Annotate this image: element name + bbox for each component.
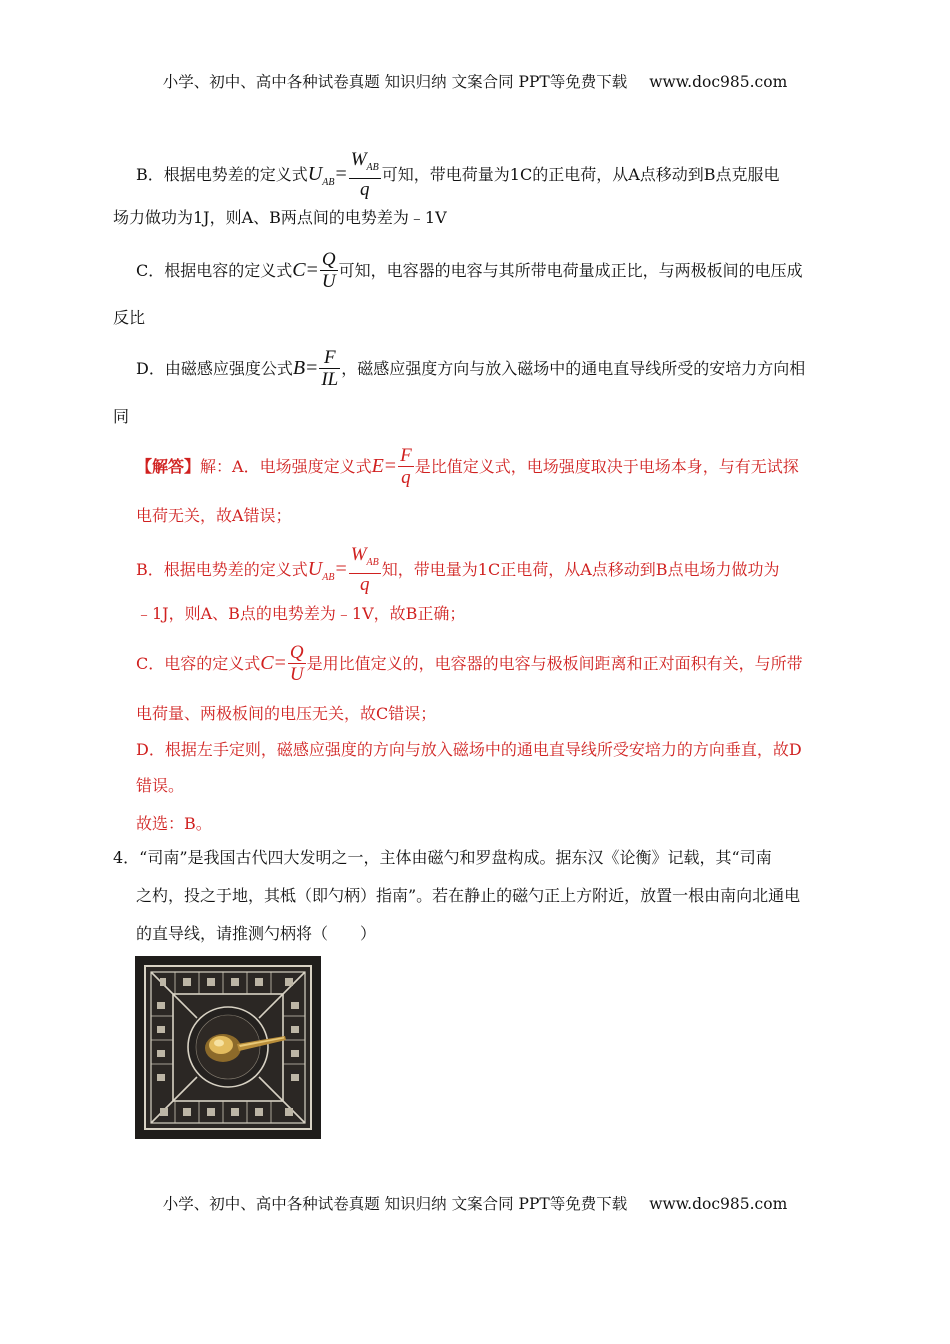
- header-url[interactable]: www.doc985.com: [649, 73, 788, 91]
- question4-line3: 的直导线，请推测勺柄将（ ）: [136, 924, 377, 943]
- option-b-line1: B．根据电势差的定义式$U_{AB}=$ $\frac{W_{AB}}{q}$ 可知，带电荷量为1C的正电荷，从A点移动到B点克服电: [136, 149, 780, 200]
- option-b-line2: 场力做功为1J，则A、B两点间的电势差为﹣1V: [113, 208, 447, 227]
- answer-d-line2: 错误。: [136, 776, 185, 795]
- answer-b-line1: B．根据电势差的定义式$U_{AB}=$ $\frac{W_{AB}}{q}$ 知，带电量为1C正电荷，从A点移动到B点电场力做功为: [136, 544, 780, 595]
- option-c-line2: 反比: [113, 308, 146, 327]
- fraction-q-over-u: $\frac{Q}{U}$: [321, 249, 336, 292]
- question4-line2: 之杓，投之于地，其柢（即勺柄）指南”。若在静止的磁勺正上方附近，放置一根由南向北通电: [136, 886, 801, 905]
- answer-b-line2: ﹣1J，则A、B点的电势差为﹣1V，故B正确；: [136, 604, 466, 623]
- answer-c-line2: 电荷量、两极板间的电压无关，故C错误；: [136, 704, 437, 723]
- answer-d-line1: D．根据左手定则，磁感应强度的方向与放入磁场中的通电直导线所受安培力的方向垂直，故D: [136, 740, 802, 759]
- fraction-w-over-q-answer: $\frac{W_{AB}}{q}$: [350, 544, 379, 595]
- answer-label: 【解答】: [136, 457, 201, 476]
- option-d-line1: D．由磁感应强度公式B= $\frac{F}{IL}$ ，磁感应强度方向与放入磁场中的通电直导线所受的安培力方向相: [136, 347, 806, 390]
- answer-a-line1: 【解答】解：A．电场强度定义式E= $\frac{F}{q}$ 是比值定义式，电场强度取决于电场本身，与有无试探: [136, 445, 799, 488]
- answer-a-line2: 电荷无关，故A错误；: [136, 506, 292, 525]
- fraction-q-over-u-answer: $\frac{Q}{U}$: [289, 642, 304, 685]
- compass-illustration: [135, 956, 321, 1139]
- option-d-line2: 同: [113, 407, 130, 426]
- page-header: [0, 70, 950, 92]
- footer-url[interactable]: www.doc985.com: [649, 1195, 788, 1213]
- page-footer: [0, 1192, 950, 1214]
- header-text: 小学、初中、高中各种试卷真题 知识归纳 文案合同 PPT等免费下载: [162, 73, 628, 91]
- footer-text: 小学、初中、高中各种试卷真题 知识归纳 文案合同 PPT等免费下载: [162, 1195, 628, 1213]
- answer-c-line1: C．电容的定义式C= $\frac{Q}{U}$ 是用比值定义的，电容器的电容与极板间距离和正对面积有关，与所带: [136, 642, 803, 685]
- fraction-w-over-q: $\frac{W_{AB}}{q}$: [350, 149, 379, 200]
- fraction-f-over-il: $\frac{F}{IL}$: [321, 347, 339, 390]
- option-c-line1: C．根据电容的定义式C= $\frac{Q}{U}$ 可知，电容器的电容与其所带电荷量成正比，与两极板间的电压成: [136, 249, 803, 292]
- question4-line1: 4．“司南”是我国古代四大发明之一，主体由磁勺和罗盘构成。据东汉《论衡》记载，其“司南: [113, 848, 772, 867]
- answer-choice: 故选：B。: [136, 814, 212, 833]
- formula-u-ab: $U_{AB}$: [307, 162, 335, 188]
- fraction-f-over-q: $\frac{F}{q}$: [400, 445, 412, 488]
- sinan-compass-image: [135, 956, 321, 1139]
